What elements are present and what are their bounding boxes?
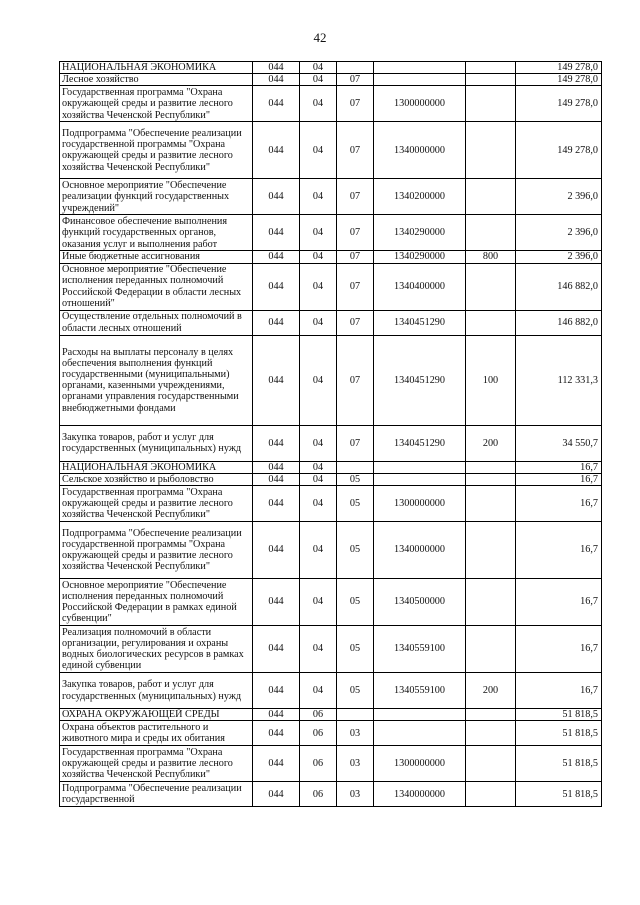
section-code: 04 (300, 626, 337, 673)
table-row (60, 461, 602, 473)
expense-type-code (466, 122, 516, 179)
target-article-code: 1340290000 (374, 251, 466, 263)
row-name: Государственная программа "Охрана окружающей среды и развитие лесного хозяйства Чеченской Республики" (60, 86, 253, 122)
expense-type-code (466, 486, 516, 522)
target-article-code (374, 74, 466, 86)
table-row (60, 746, 602, 782)
table-row (60, 579, 602, 626)
subsection-code: 05 (337, 486, 374, 522)
expense-type-code (466, 626, 516, 673)
section-code: 04 (300, 461, 337, 473)
subsection-code: 07 (337, 215, 374, 251)
subsection-code: 07 (337, 425, 374, 461)
subsection-code: 07 (337, 122, 374, 179)
section-code: 04 (300, 62, 337, 74)
section-code: 04 (300, 310, 337, 335)
table-row (60, 626, 602, 673)
section-code: 06 (300, 721, 337, 746)
row-amount: 51 818,5 (516, 746, 602, 782)
row-amount: 2 396,0 (516, 215, 602, 251)
expense-type-code (466, 310, 516, 335)
section-code: 04 (300, 215, 337, 251)
subsection-code: 07 (337, 310, 374, 335)
row-name: Подпрограмма "Обеспечение реализации государственной (60, 782, 253, 807)
row-name: Основное мероприятие "Обеспечение исполнения переданных полномочий Российской Федерации в области лесных отношений" (60, 263, 253, 310)
target-article-code: 1340200000 (374, 179, 466, 215)
subsection-code (337, 461, 374, 473)
ministry-code: 044 (253, 721, 300, 746)
section-code: 04 (300, 579, 337, 626)
row-name: Закупка товаров, работ и услуг для государственных (муниципальных) нужд (60, 673, 253, 709)
ministry-code: 044 (253, 179, 300, 215)
subsection-code: 07 (337, 251, 374, 263)
section-code: 04 (300, 473, 337, 485)
row-name: НАЦИОНАЛЬНАЯ ЭКОНОМИКА (60, 461, 253, 473)
subsection-code: 03 (337, 721, 374, 746)
section-code: 04 (300, 251, 337, 263)
table-row (60, 425, 602, 461)
subsection-code: 03 (337, 782, 374, 807)
section-code: 06 (300, 782, 337, 807)
budget-table (59, 61, 602, 807)
table-row (60, 122, 602, 179)
ministry-code: 044 (253, 473, 300, 485)
row-amount: 51 818,5 (516, 782, 602, 807)
table-row (60, 74, 602, 86)
target-article-code: 1300000000 (374, 486, 466, 522)
table-body (60, 62, 602, 807)
subsection-code: 05 (337, 522, 374, 579)
expense-type-code (466, 782, 516, 807)
row-amount: 16,7 (516, 461, 602, 473)
expense-type-code: 800 (466, 251, 516, 263)
subsection-code: 07 (337, 263, 374, 310)
ministry-code: 044 (253, 579, 300, 626)
expense-type-code (466, 579, 516, 626)
ministry-code: 044 (253, 709, 300, 721)
target-article-code: 1340500000 (374, 579, 466, 626)
row-amount: 149 278,0 (516, 86, 602, 122)
section-code: 04 (300, 179, 337, 215)
row-name: Лесное хозяйство (60, 74, 253, 86)
row-name: Осуществление отдельных полномочий в области лесных отношений (60, 310, 253, 335)
table-row (60, 179, 602, 215)
section-code: 06 (300, 709, 337, 721)
ministry-code: 044 (253, 461, 300, 473)
table-row (60, 486, 602, 522)
expense-type-code (466, 522, 516, 579)
section-code: 04 (300, 122, 337, 179)
ministry-code: 044 (253, 215, 300, 251)
page-number: 42 (313, 30, 327, 45)
target-article-code: 1340000000 (374, 522, 466, 579)
ministry-code: 044 (253, 335, 300, 425)
row-name: Основное мероприятие "Обеспечение реализации функций государственных учреждений" (60, 179, 253, 215)
ministry-code: 044 (253, 251, 300, 263)
expense-type-code (466, 215, 516, 251)
target-article-code: 1340451290 (374, 425, 466, 461)
section-code: 04 (300, 263, 337, 310)
row-amount: 149 278,0 (516, 62, 602, 74)
expense-type-code (466, 179, 516, 215)
row-name: Реализация полномочий в области организации, регулирования и охраны водных биологических ресурсов в рамках единой субвенции (60, 626, 253, 673)
ministry-code: 044 (253, 86, 300, 122)
table-row (60, 473, 602, 485)
row-amount: 16,7 (516, 522, 602, 579)
expense-type-code (466, 62, 516, 74)
row-name: Сельское хозяйство и рыболовство (60, 473, 253, 485)
expense-type-code (466, 709, 516, 721)
table-row (60, 709, 602, 721)
expense-type-code (466, 74, 516, 86)
table-row (60, 62, 602, 74)
row-name: Иные бюджетные ассигнования (60, 251, 253, 263)
row-name: Финансовое обеспечение выполнения функций государственных органов, оказания услуг и выполнения работ (60, 215, 253, 251)
target-article-code: 1340451290 (374, 310, 466, 335)
row-amount: 16,7 (516, 673, 602, 709)
target-article-code: 1340000000 (374, 782, 466, 807)
ministry-code: 044 (253, 425, 300, 461)
table-row (60, 522, 602, 579)
ministry-code: 044 (253, 62, 300, 74)
expense-type-code (466, 263, 516, 310)
table-row (60, 310, 602, 335)
target-article-code: 1340559100 (374, 673, 466, 709)
ministry-code: 044 (253, 310, 300, 335)
row-name: Закупка товаров, работ и услуг для государственных (муниципальных) нужд (60, 425, 253, 461)
section-code: 04 (300, 425, 337, 461)
row-name: ОХРАНА ОКРУЖАЮЩЕЙ СРЕДЫ (60, 709, 253, 721)
target-article-code: 1340451290 (374, 335, 466, 425)
subsection-code: 05 (337, 673, 374, 709)
target-article-code: 1340400000 (374, 263, 466, 310)
section-code: 04 (300, 522, 337, 579)
row-name: Подпрограмма "Обеспечение реализации государственной программы "Охрана окружающей среды и развитие лесного хозяйства Чеченской Республики" (60, 522, 253, 579)
section-code: 04 (300, 86, 337, 122)
row-name: Расходы на выплаты персоналу в целях обеспечения выполнения функций государственными (муниципальными) органами, казенными учреждениями, органами управления государственными внебюджетными фондами (60, 335, 253, 425)
subsection-code: 05 (337, 579, 374, 626)
subsection-code (337, 709, 374, 721)
ministry-code: 044 (253, 263, 300, 310)
row-amount: 146 882,0 (516, 310, 602, 335)
table-row (60, 215, 602, 251)
row-amount: 16,7 (516, 579, 602, 626)
row-name: Основное мероприятие "Обеспечение исполнения переданных полномочий Российской Федерации в рамках единой субвенции" (60, 579, 253, 626)
section-code: 04 (300, 673, 337, 709)
row-amount: 2 396,0 (516, 179, 602, 215)
target-article-code (374, 721, 466, 746)
expense-type-code: 200 (466, 673, 516, 709)
table-row (60, 673, 602, 709)
row-amount: 2 396,0 (516, 251, 602, 263)
table-row (60, 263, 602, 310)
section-code: 04 (300, 74, 337, 86)
target-article-code: 1340290000 (374, 215, 466, 251)
target-article-code: 1340000000 (374, 122, 466, 179)
row-name: Государственная программа "Охрана окружающей среды и развитие лесного хозяйства Чеченской Республики" (60, 746, 253, 782)
ministry-code: 044 (253, 782, 300, 807)
row-amount: 16,7 (516, 626, 602, 673)
subsection-code: 07 (337, 335, 374, 425)
expense-type-code: 100 (466, 335, 516, 425)
row-amount: 149 278,0 (516, 122, 602, 179)
row-amount: 149 278,0 (516, 74, 602, 86)
ministry-code: 044 (253, 626, 300, 673)
section-code: 04 (300, 486, 337, 522)
row-amount: 51 818,5 (516, 721, 602, 746)
table-row (60, 782, 602, 807)
row-amount: 16,7 (516, 486, 602, 522)
subsection-code (337, 62, 374, 74)
ministry-code: 044 (253, 74, 300, 86)
expense-type-code (466, 746, 516, 782)
expense-type-code (466, 461, 516, 473)
subsection-code: 03 (337, 746, 374, 782)
table-row (60, 86, 602, 122)
table-row (60, 251, 602, 263)
table-row (60, 721, 602, 746)
table-row (60, 335, 602, 425)
expense-type-code: 200 (466, 425, 516, 461)
row-amount: 16,7 (516, 473, 602, 485)
target-article-code: 1340559100 (374, 626, 466, 673)
ministry-code: 044 (253, 522, 300, 579)
subsection-code: 07 (337, 86, 374, 122)
row-amount: 51 818,5 (516, 709, 602, 721)
ministry-code: 044 (253, 486, 300, 522)
expense-type-code (466, 721, 516, 746)
expense-type-code (466, 473, 516, 485)
subsection-code: 07 (337, 179, 374, 215)
target-article-code: 1300000000 (374, 86, 466, 122)
subsection-code: 07 (337, 74, 374, 86)
expense-type-code (466, 86, 516, 122)
target-article-code: 1300000000 (374, 746, 466, 782)
ministry-code: 044 (253, 746, 300, 782)
target-article-code (374, 461, 466, 473)
row-amount: 146 882,0 (516, 263, 602, 310)
ministry-code: 044 (253, 673, 300, 709)
row-name: Подпрограмма "Обеспечение реализации государственной программы "Охрана окружающей среды и развитие лесного хозяйства Чеченской Республики" (60, 122, 253, 179)
row-name: НАЦИОНАЛЬНАЯ ЭКОНОМИКА (60, 62, 253, 74)
section-code: 04 (300, 335, 337, 425)
row-amount: 112 331,3 (516, 335, 602, 425)
row-name: Охрана объектов растительного и животного мира и среды их обитания (60, 721, 253, 746)
ministry-code: 044 (253, 122, 300, 179)
target-article-code (374, 709, 466, 721)
row-amount: 34 550,7 (516, 425, 602, 461)
section-code: 06 (300, 746, 337, 782)
subsection-code: 05 (337, 473, 374, 485)
subsection-code: 05 (337, 626, 374, 673)
target-article-code (374, 62, 466, 74)
row-name: Государственная программа "Охрана окружающей среды и развитие лесного хозяйства Чеченской Республики" (60, 486, 253, 522)
target-article-code (374, 473, 466, 485)
